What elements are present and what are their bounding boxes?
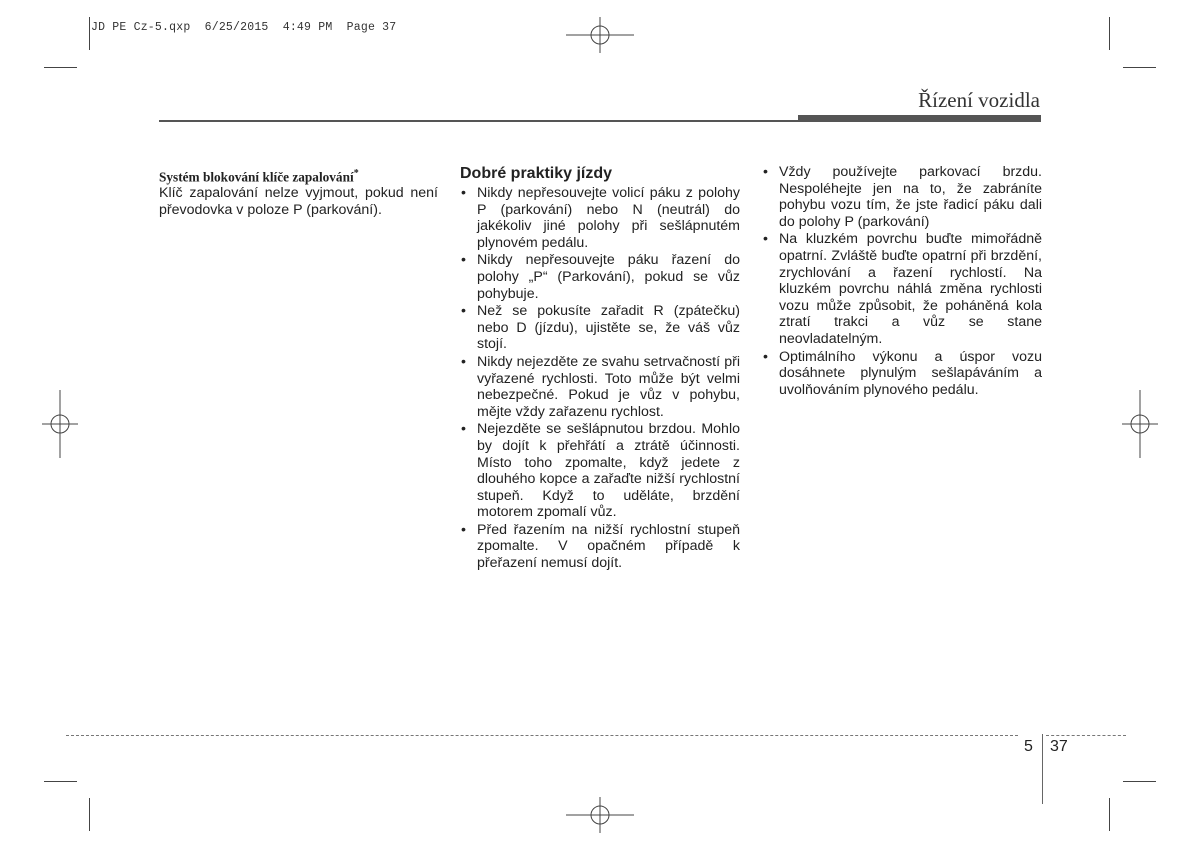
- print-slug: JD PE Cz-5.qxp 6/25/2015 4:49 PM Page 37: [91, 21, 397, 34]
- subheading: [159, 165, 438, 185]
- page-number-value: 37: [1050, 738, 1068, 755]
- registration-mark-left: [42, 390, 78, 458]
- header-rule-accent: [798, 115, 1041, 122]
- page-number-separator: [1042, 734, 1043, 804]
- bullet-list: [762, 164, 1042, 398]
- list-item: • Nikdy nepřesouvejte volicí páku z polohy P (parkování) nebo N (neutrál) do jakékoliv jiné polohy při sešlápnutém plynovém pedálu.: [460, 185, 740, 251]
- footer-dashed-rule-right: [1046, 735, 1126, 736]
- list-item: • Než se pokusíte zařadit R (zpátečku) nebo D (jízdu), ujistěte se, že váš vůz stojí.: [460, 303, 740, 353]
- registration-mark-bottom: [566, 797, 634, 833]
- list-item: • Optimálního výkonu a úspor vozu dosáhnete plynulým sešlapáváním a uvolňováním plynového pedálu.: [762, 349, 1042, 399]
- footer-dashed-rule-left: [66, 735, 1018, 736]
- column-2: [460, 164, 740, 573]
- column-3: [762, 164, 1042, 399]
- column-1: [159, 165, 438, 219]
- paragraph: Klíč zapalování nelze vyjmout, pokud není převodovka v poloze P (parkování).: [159, 185, 438, 219]
- registration-mark-top: [566, 17, 634, 53]
- section-heading: Dobré praktiky jízdy: [460, 165, 613, 182]
- registration-mark-right: [1122, 390, 1158, 458]
- optional-feature-mark: *: [353, 168, 359, 179]
- list-item: • Nejezděte se sešlápnutou brzdou. Mohlo by dojít k přehřátí a ztrátě účinnosti. Místo toho zpomalte, když jedete z dlouhého kopce a zařaďte nižší rychlostní stupeň. Když to uděláte, brzdění motorem zpomalí vůz.: [460, 421, 740, 521]
- list-item: • Vždy používejte parkovací brzdu. Nespoléhejte jen na to, že zabráníte pohybu vozu tím, že jste řadicí páku dali do polohy P (parkování): [762, 164, 1042, 230]
- bullet-list: [460, 185, 740, 572]
- list-item: • Nikdy nepřesouvejte páku řazení do polohy „P“ (Parkování), pokud se vůz pohybuje.: [460, 252, 740, 302]
- section-title: Řízení vozidla: [918, 88, 1040, 112]
- subheading-text: Systém blokování klíče zapalování: [159, 169, 354, 185]
- list-item: • Nikdy nejezděte ze svahu setrvačností při vyřazené rychlosti. Toto může být velmi nebezpečné. Pokud je vůz v pohybu, mějte vždy zařazenu rychlost.: [460, 354, 740, 420]
- list-item: • Před řazením na nižší rychlostní stupeň zpomalte. V opačném případě k přeřazení nemusí dojít.: [460, 522, 740, 572]
- list-item: • Na kluzkém povrchu buďte mimořádně opatrní. Zvláště buďte opatrní při brzdění, zrychlování a řazení rychlostí. Na kluzkém povrchu náhlá změna rychlosti vozu může způsobit, že poháněná kola ztratí trakci a vůz se stane neovladatelným.: [762, 231, 1042, 347]
- chapter-number: 5: [1024, 738, 1033, 755]
- page-number: [1024, 738, 1068, 756]
